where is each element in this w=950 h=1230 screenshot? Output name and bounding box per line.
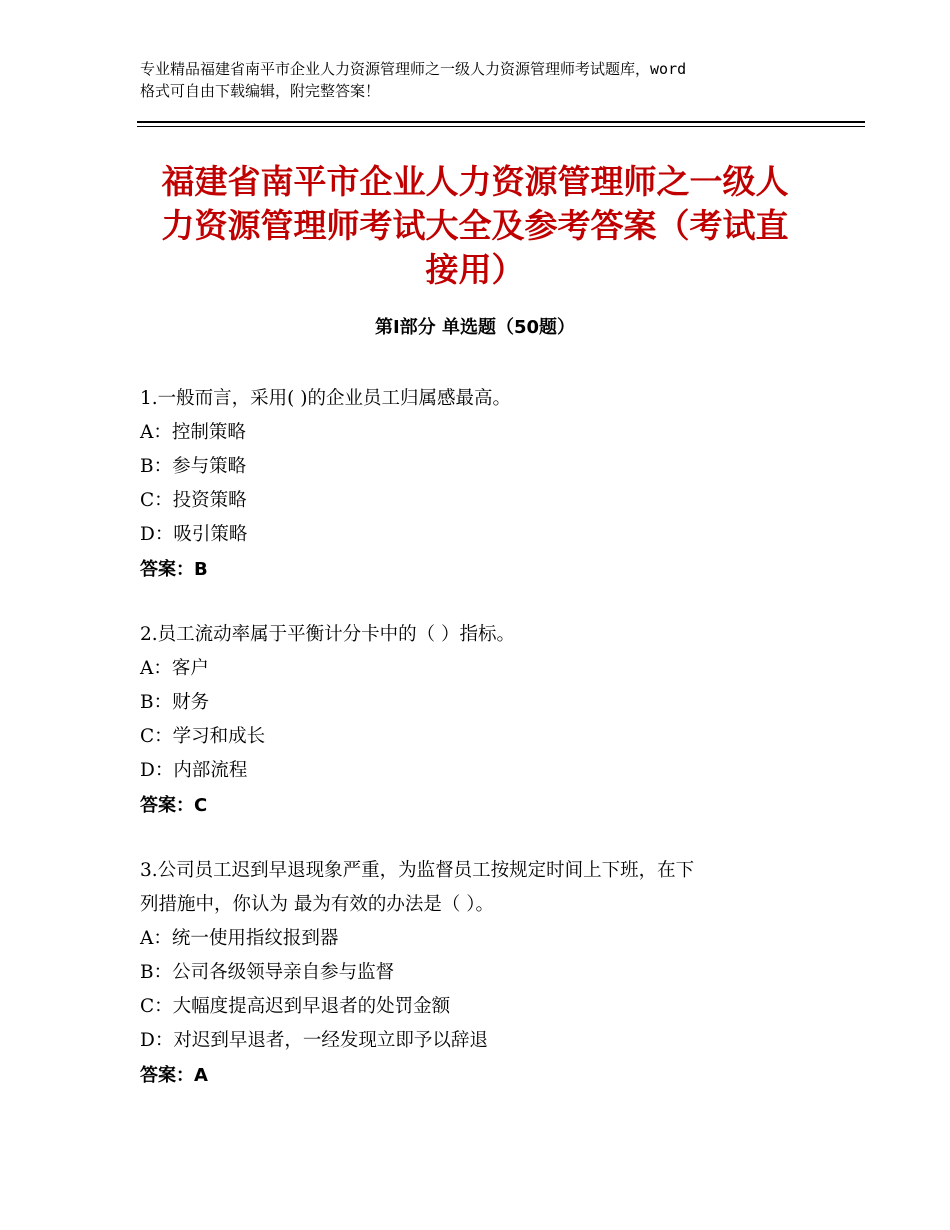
question-stem: 2.员工流动率属于平衡计分卡中的（ ）指标。	[140, 624, 516, 645]
document-title-line-3: 接用）	[425, 250, 525, 289]
question-list	[140, 382, 810, 1124]
option-d: D：对迟到早退者，一经发现立即予以辞退	[140, 1030, 488, 1051]
document-title-line-2: 力资源管理师考试大全及参考答案（考试直	[161, 206, 789, 245]
option-a: A：客户	[140, 658, 209, 679]
question-2	[140, 618, 810, 824]
option-c: C：投资策略	[140, 490, 247, 511]
question-1	[140, 382, 810, 588]
header-rule-thick	[137, 121, 865, 123]
document-title-line-1: 福建省南平市企业人力资源管理师之一级人	[161, 162, 789, 201]
option-d: D：吸引策略	[140, 524, 248, 545]
option-a: A：统一使用指纹报到器	[140, 928, 339, 949]
header-rule-thin	[137, 126, 865, 127]
document-title	[140, 160, 810, 292]
question-3	[140, 854, 810, 1094]
section-title: 第Ⅰ部分 单选题（50题）	[374, 317, 575, 338]
header-note	[140, 58, 820, 102]
answer: 答案：C	[140, 795, 208, 816]
answer: 答案：B	[140, 559, 208, 580]
header-note-line-2: 格式可自由下载编辑，附完整答案！	[140, 82, 381, 100]
header-note-line-1: 专业精品福建省南平市企业人力资源管理师之一级人力资源管理师考试题库，word	[140, 60, 687, 78]
option-b: B：财务	[140, 692, 210, 713]
answer: 答案：A	[140, 1065, 208, 1086]
option-d: D：内部流程	[140, 760, 248, 781]
option-c: C：大幅度提高迟到早退者的处罚金额	[140, 996, 451, 1017]
question-stem: 1.一般而言，采用( )的企业员工归属感最高。	[140, 388, 511, 409]
question-stem-line-1: 3.公司员工迟到早退现象严重，为监督员工按规定时间上下班，在下	[140, 860, 695, 881]
question-stem-line-2: 列措施中，你认为 最为有效的办法是（ ）。	[140, 894, 495, 915]
option-c: C：学习和成长	[140, 726, 266, 747]
option-b: B：参与策略	[140, 456, 247, 477]
option-b: B：公司各级领导亲自参与监督	[140, 962, 395, 983]
option-a: A：控制策略	[140, 422, 246, 443]
